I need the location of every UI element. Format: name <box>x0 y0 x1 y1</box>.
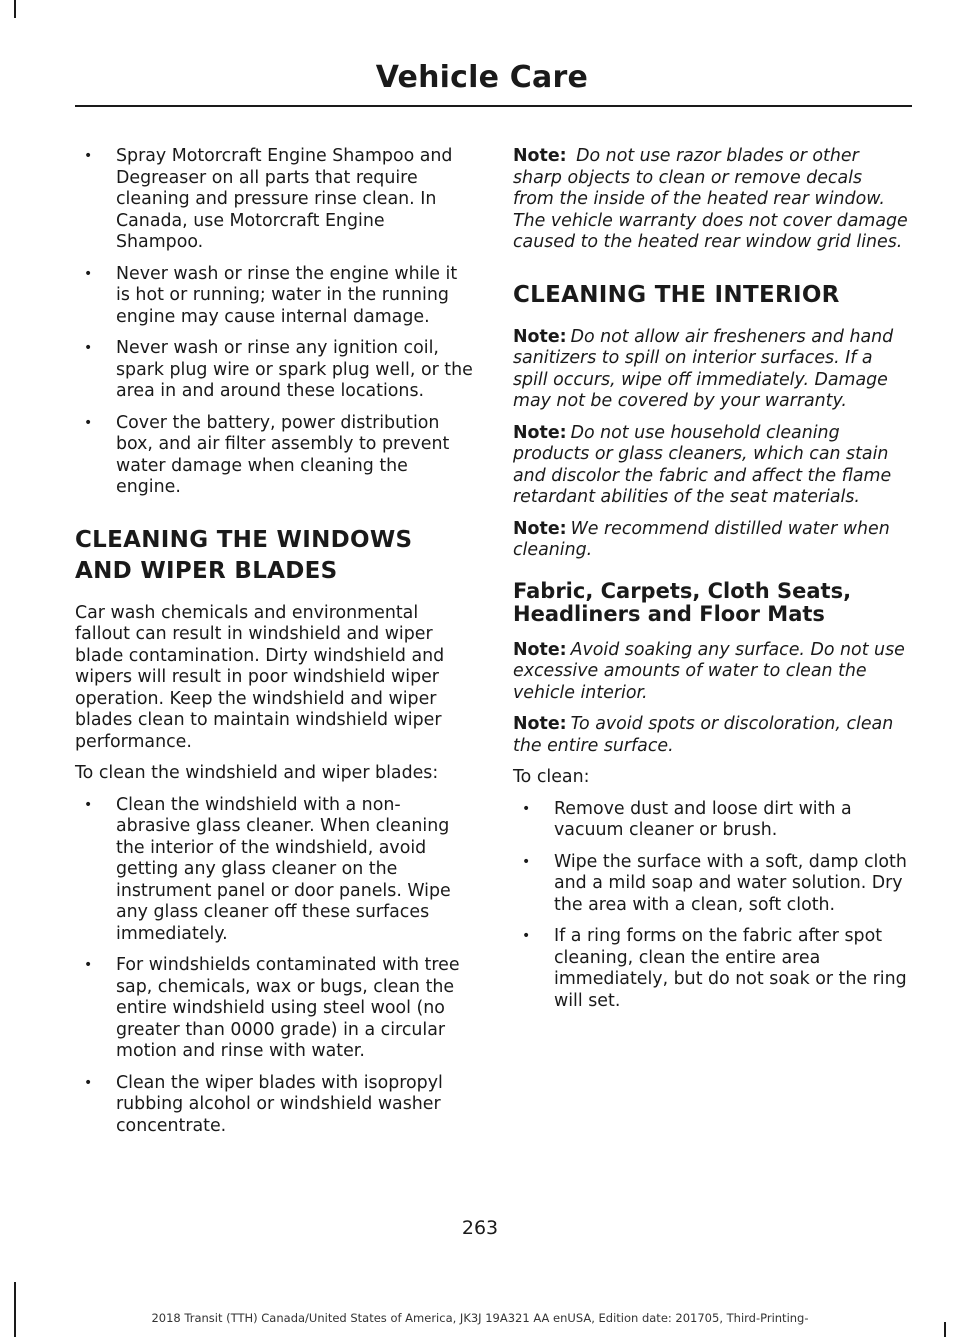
note-label: Note: <box>513 714 567 734</box>
note-label: Note: <box>513 146 567 166</box>
right-column <box>513 146 908 1022</box>
list-item: • Wipe the surface with a soft, damp cloth and a mild soap and water solution. Dry the area with a clean, soft cloth. <box>513 852 908 917</box>
paragraph-windshield-intro: Car wash chemicals and environmental fallout can result in windshield and wiper blade contamination. Dirty windshield and wipers will result in poor windshield wiper operation. Keep the windshield and wiper blades clean to maintain windshield wiper performance. <box>75 602 445 752</box>
note-household-cleaners <box>513 423 908 509</box>
paragraph-clean-intro: To clean the windshield and wiper blades: <box>75 763 439 783</box>
crop-mark-top-left <box>14 0 16 18</box>
note-avoid-spots <box>513 714 908 757</box>
note-label: Note: <box>513 326 567 347</box>
note-text: Avoid soaking any surface. Do not use excessive amounts of water to clean the vehicle interior. <box>513 639 905 703</box>
engine-cleaning-list <box>75 146 475 499</box>
list-item: • Spray Motorcraft Engine Shampoo and Degreaser on all parts that require cleaning and pressure rinse clean. In Canada, use Motorcraft Engine Shampoo. <box>75 146 475 254</box>
list-item: • If a ring forms on the fabric after spot cleaning, clean the entire area immediately, but do not soak or the ring will set. <box>513 926 908 1012</box>
note-label: Note: <box>513 518 567 539</box>
section-heading-windows: CLEANING THE WINDOWS AND WIPER BLADES <box>75 526 413 584</box>
note-air-fresheners <box>513 327 908 413</box>
list-item: • For windshields contaminated with tree sap, chemicals, wax or bugs, clean the entire windshield using steel wool (no greater than 0000 grade) in a circular motion and rinse with water. <box>75 955 475 1063</box>
list-item: • Remove dust and loose dirt with a vacuum cleaner or brush. <box>513 799 908 842</box>
note-text: Do not allow air fresheners and hand sanitizers to spill on interior surfaces. If a spill occurs, wipe off immediately. Damage may not be covered by your warranty. <box>513 326 894 411</box>
subsection-heading-fabric: Fabric, Carpets, Cloth Seats, Headliners and Floor Mats <box>513 578 852 626</box>
fabric-cleaning-list <box>513 799 908 1013</box>
list-item: • Never wash or rinse the engine while it is hot or running; water in the running engine may cause internal damage. <box>75 264 475 329</box>
crop-mark-bottom-left <box>14 1282 16 1337</box>
footer-edition-info: 2018 Transit (TTH) Canada/United States of America, JK3J 19A321 AA enUSA, Edition date: 201705, Third-Printing- <box>151 1311 809 1325</box>
windshield-cleaning-list <box>75 795 475 1138</box>
paragraph-to-clean: To clean: <box>513 767 590 787</box>
page-header-title: Vehicle Care <box>375 60 588 95</box>
note-avoid-soaking <box>513 640 908 705</box>
note-label: Note: <box>513 639 567 660</box>
note-label: Note: <box>513 422 567 443</box>
list-item: • Clean the wiper blades with isopropyl rubbing alcohol or windshield washer concentrate. <box>75 1073 475 1138</box>
section-heading-interior: CLEANING THE INTERIOR <box>513 281 840 308</box>
list-item: • Never wash or rinse any ignition coil, spark plug wire or spark plug well, or the area in and around these locations. <box>75 338 475 403</box>
note-text: To avoid spots or discoloration, clean the entire surface. <box>513 714 894 756</box>
note-text: Do not use household cleaning products or glass cleaners, which can stain and discolor the fabric and affect the flame retardant abilities of the seat materials. <box>513 422 892 507</box>
page-number: 263 <box>461 1217 499 1239</box>
note-text: Do not use razor blades or other sharp objects to clean or remove decals from the inside of the heated rear window. The vehicle warranty does not cover damage caused to the heated rear window grid lines. <box>513 146 908 252</box>
note-rear-window <box>513 146 908 254</box>
list-item: • Clean the windshield with a non-abrasive glass cleaner. When cleaning the interior of the windshield, avoid getting any glass cleaner on the instrument panel or door panels. Wipe any glass cleaner off these surfaces immediately. <box>75 795 475 946</box>
note-text: We recommend distilled water when cleaning. <box>513 518 890 560</box>
note-distilled-water <box>513 519 908 562</box>
list-item: • Cover the battery, power distribution box, and air filter assembly to prevent water damage when cleaning the engine. <box>75 413 475 499</box>
left-column <box>75 146 475 1147</box>
header-rule <box>75 105 912 107</box>
